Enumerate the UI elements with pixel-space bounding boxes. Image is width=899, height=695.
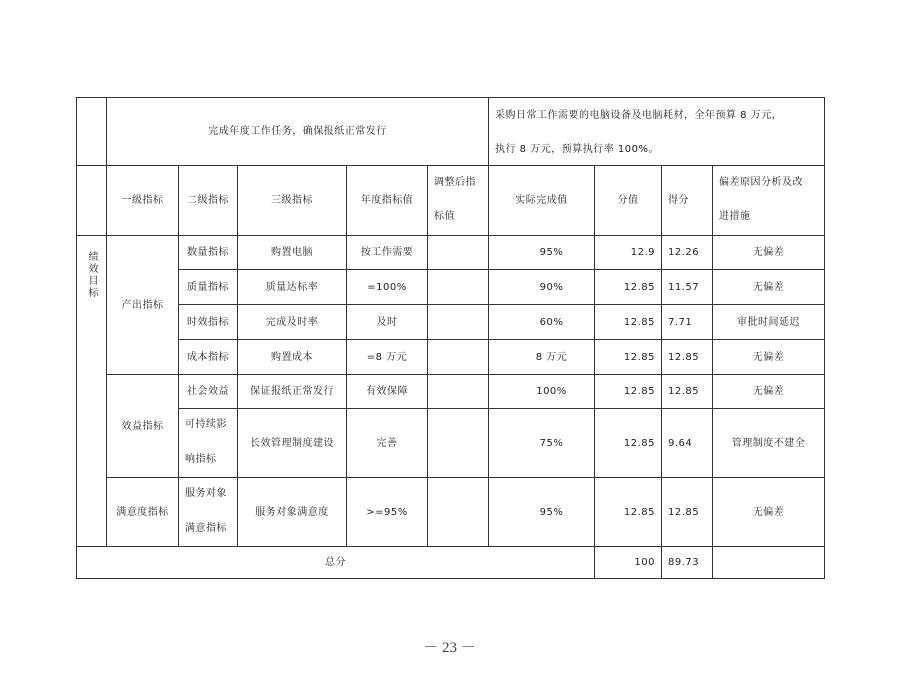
- row-weight: 12.85: [623, 351, 655, 363]
- row-deviation: 无偏差: [752, 281, 785, 293]
- total-label: 总分: [325, 557, 346, 568]
- table-left-border: [76, 97, 77, 579]
- group-satisfaction: 满意度指标: [116, 506, 169, 518]
- header-adjusted-line-2: 标值: [434, 210, 455, 222]
- row-level2: 数量指标: [187, 247, 229, 258]
- page-number: － 23 －: [423, 640, 476, 656]
- row-score: 12.85: [668, 351, 700, 363]
- row-score: 12.26: [668, 247, 700, 258]
- row-level2-line-1: 服务对象: [185, 487, 227, 499]
- row-annual: 按工作需要: [360, 247, 414, 258]
- row-level2-line-2: 满意指标: [185, 522, 227, 534]
- row-level2-line-2: 响指标: [185, 453, 217, 465]
- row-level2: 社会效益: [187, 386, 229, 397]
- header-adjusted-line-1: 调整后指: [434, 176, 476, 188]
- row-deviation: 无偏差: [752, 351, 785, 363]
- header-level1: 一级指标: [121, 195, 164, 206]
- row-level3: 购置成本: [271, 351, 313, 363]
- header-level2: 二级指标: [187, 195, 229, 206]
- total-score: 89.73: [668, 557, 700, 568]
- row-actual: 8 万元: [535, 351, 568, 363]
- row-weight: 12.85: [623, 386, 655, 397]
- row-annual: =8 万元: [366, 351, 408, 363]
- row-level2: 时效指标: [187, 316, 229, 328]
- row-deviation: 无偏差: [752, 506, 785, 518]
- row-level3: 完成及时率: [265, 316, 319, 328]
- group-benefit: 效益指标: [121, 420, 164, 432]
- row-adjusted: [428, 375, 488, 408]
- header-deviation-line-2: 进措施: [719, 210, 751, 222]
- row-weight: 12.85: [623, 281, 655, 293]
- row-annual: 完善: [376, 437, 398, 449]
- row-level3: 服务对象满意度: [255, 506, 329, 518]
- row-actual: 95%: [539, 247, 564, 258]
- row-adjusted: [428, 409, 488, 477]
- row-level3: 质量达标率: [265, 281, 319, 293]
- header-weight: 分值: [617, 195, 639, 206]
- row-deviation: 无偏差: [752, 247, 785, 258]
- table-right-border: [824, 97, 825, 579]
- group-output: 产出指标: [121, 299, 164, 311]
- annual-task-text: 完成年度工作任务，确保报纸正常发行: [208, 126, 387, 137]
- row-level3: 长效管理制度建设: [250, 437, 334, 449]
- row-adjusted: [428, 478, 488, 546]
- header-actual-value: 实际完成值: [515, 195, 568, 206]
- header-level3: 三级指标: [271, 195, 313, 206]
- row-score: 12.85: [668, 386, 700, 397]
- row-deviation: 审批时间延迟: [737, 316, 800, 328]
- row-actual: 60%: [539, 316, 564, 328]
- row-adjusted: [428, 270, 488, 304]
- row-weight: 12.9: [630, 247, 655, 258]
- row-adjusted: [428, 305, 488, 339]
- row-annual: =100%: [367, 281, 407, 293]
- row-actual: 95%: [539, 506, 564, 518]
- budget-plan-line-1: 采购日常工作需要的电脑设备及电脑耗材，全年预算 8 万元，: [495, 109, 783, 121]
- header-deviation-line-1: 偏差原因分析及改: [719, 176, 803, 188]
- row-level3: 购置电脑: [271, 247, 313, 258]
- row-adjusted: [428, 340, 488, 374]
- row-deviation: 无偏差: [752, 386, 785, 397]
- row-annual: 有效保障: [366, 386, 408, 397]
- row-actual: 100%: [536, 386, 567, 397]
- row-weight: 12.85: [623, 316, 655, 328]
- row-level3: 保证报纸正常发行: [250, 386, 334, 397]
- section-label-text: 绩效目标: [86, 251, 97, 299]
- section-label: [77, 240, 106, 310]
- total-weight: 100: [634, 557, 655, 568]
- row-weight: 12.85: [623, 437, 655, 449]
- row-score: 9.64: [668, 437, 693, 449]
- row-deviation: 管理制度不建全: [731, 437, 806, 449]
- row-level2: 成本指标: [187, 351, 229, 363]
- budget-plan-line-2: 执行 8 万元，预算执行率 100%。: [495, 143, 659, 155]
- row-actual: 75%: [539, 437, 564, 449]
- row-score: 7.71: [668, 316, 693, 328]
- row-actual: 90%: [539, 281, 564, 293]
- header-annual-value: 年度指标值: [360, 195, 414, 206]
- row-adjusted: [428, 236, 488, 269]
- row-annual: >=95%: [366, 506, 408, 518]
- row-score: 11.57: [668, 281, 700, 293]
- row-score: 12.85: [668, 506, 700, 518]
- header-score: 得分: [668, 195, 689, 206]
- row-level2: 质量指标: [187, 281, 229, 293]
- row-weight: 12.85: [623, 506, 655, 518]
- row-level2-line-1: 可持续影: [185, 418, 227, 430]
- row-annual: 及时: [376, 316, 398, 328]
